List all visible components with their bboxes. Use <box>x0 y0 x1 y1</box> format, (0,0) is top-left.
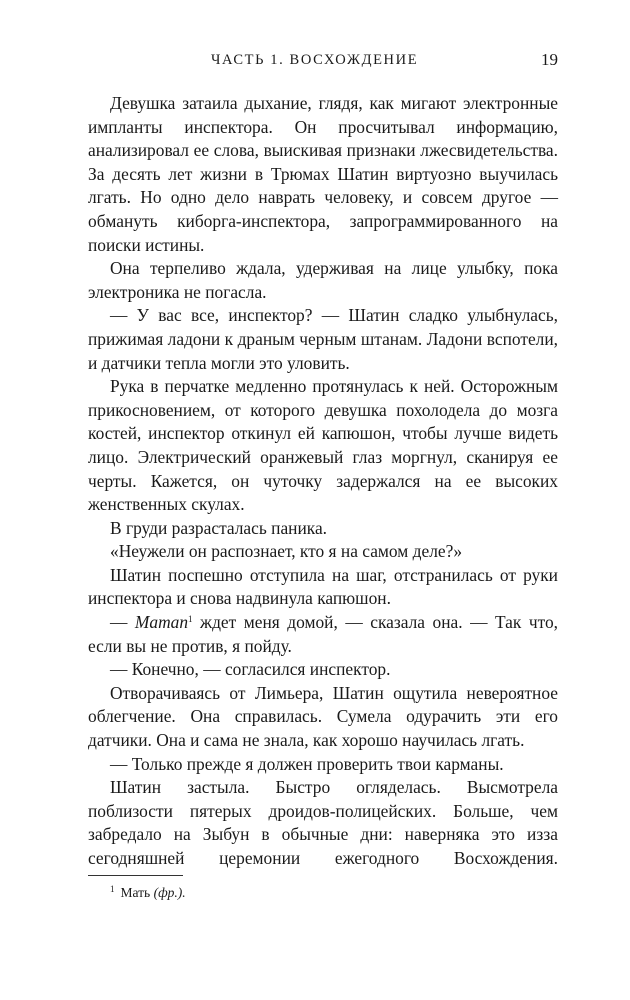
italic-word: Maman <box>134 612 189 633</box>
paragraph: — Только прежде я должен проверить твои карманы. <box>110 753 504 774</box>
paragraph: «Неужели он распознает, кто я на самом деле?» <box>110 541 463 562</box>
footnote-number: 1 <box>110 884 115 894</box>
paragraph: Она терпеливо ждала, удерживая на лице улыбку, пока электроника не погасла. <box>88 258 558 302</box>
paragraph-maman <box>88 611 558 658</box>
paragraph: — Конечно, — согласился инспектор. <box>110 659 391 680</box>
running-title: ЧАСТЬ 1. ВОСХОЖДЕНИЕ <box>211 52 419 68</box>
paragraph: Рука в перчатке медленно протянулась к ней. Осторожным прикосновением, от которого девушка похолодела до мозга костей, инспектор откинул ей капюшон, чтобы лучше видеть лицо. Электрический оранжевый глаз моргнул, сканируя ее черты. Кажется, он чуточку задержался на ее высоких женственных скулах. <box>88 376 558 515</box>
paragraph: В груди разрасталась паника. <box>110 517 328 538</box>
running-header <box>88 52 558 72</box>
footnote-language-note: (фр.). <box>153 885 186 900</box>
paragraph-text: ждет меня домой, — сказала она. — Так что, если вы не против, я пойду. <box>88 612 558 656</box>
footnote-divider <box>88 875 183 876</box>
paragraph: — У вас все, инспектор? — Шатин сладко улыбнулась, прижимая ладони к драным черным штанам. Ладони вспотели, и датчики тепла могли это уловить. <box>88 305 558 373</box>
paragraph: Девушка затаила дыхание, глядя, как мигают электронные импланты инспектора. Он просчитывал информацию, анализировал ее слова, выискивая признаки лжесвидетельства. За десять лет жизни в Трюмах Шатин виртуозно выучилась лгать. Но одно дело наврать человеку, и совсем другое — обмануть киборга-инспектора, запрограммированного на поиски истины. <box>88 93 558 255</box>
page-number: 19 <box>541 50 558 69</box>
footnote-text: Мать <box>120 885 154 900</box>
dialogue-dash: — <box>110 612 135 633</box>
footnote <box>110 884 186 901</box>
footnote-reference[interactable]: 1 <box>188 614 193 625</box>
paragraph: Шатин поспешно отступила на шаг, отстранилась от руки инспектора и снова надвинула капюшон. <box>88 564 558 609</box>
body-text <box>88 92 558 871</box>
paragraph: Шатин застыла. Быстро огляделась. Высмотрела поблизости пятерых дроидов-полицейских. Больше, чем забредало на Зыбун в обычные дни: наверняка это изза сегодняшней церемонии ежегодного Восхождения. <box>88 777 558 868</box>
paragraph: Отворачиваясь от Лимьера, Шатин ощутила невероятное облегчение. Она справилась. Сумела одурачить эти его датчики. Она и сама не знала, как хорошо научилась лгать. <box>88 682 558 751</box>
